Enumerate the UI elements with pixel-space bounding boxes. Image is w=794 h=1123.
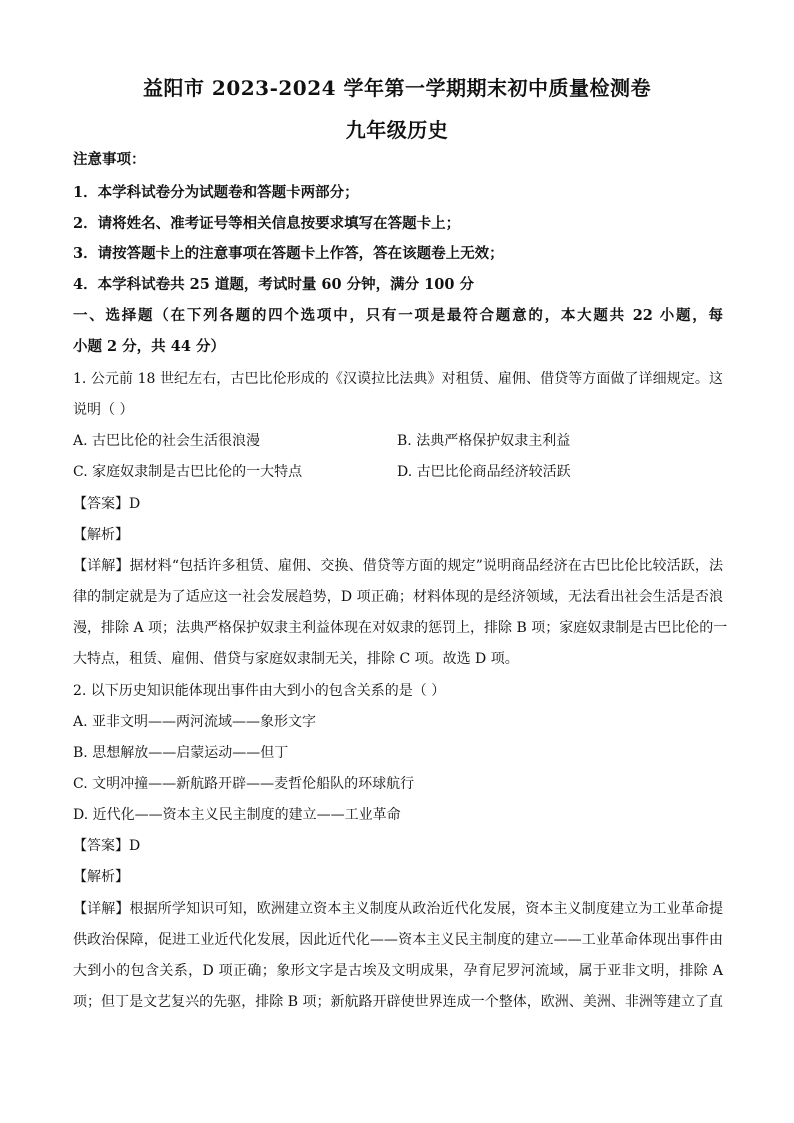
q2-stem: 2. 以下历史知识能体现出事件由大到小的包含关系的是（ ） — [73, 683, 446, 699]
q1-detail-line3: 漫，排除 A 项；法典严格保护奴隶主利益体现在对奴隶的惩罚上，排除 B 项；家庭奴隶制是古巴比伦的一 — [73, 620, 728, 636]
q2-option-c: C. 文明冲撞——新航路开辟——麦哲伦船队的环球航行 — [73, 776, 415, 792]
notice-item-1: 1．本学科试卷分为试题卷和答题卡两部分； — [73, 184, 359, 201]
q1-detail-line1: 【详解】据材料“包括许多租赁、雇佣、交换、借贷等方面的规定”说明商品经济在古巴比伦比较活跃，法 — [73, 558, 723, 574]
q1-stem-line2: 说明（ ） — [73, 402, 134, 418]
exam-title: 益阳市 2023-2024 学年第一学期期末初中质量检测卷 — [142, 76, 652, 100]
q2-detail-line3: 大到小的包含关系，D 项正确；象形文字是古埃及文明成果，孕育尼罗河流域，属于亚非文明，排除 A — [73, 963, 723, 979]
q2-detail-line4: 项；但丁是文艺复兴的先驱，排除 B 项；新航路开辟使世界连成一个整体，欧洲、美洲、非洲等建立了直 — [73, 994, 723, 1010]
q1-option-d: D. 古巴比伦商品经济较活跃 — [397, 464, 571, 480]
notice-heading: 注意事项： — [73, 151, 146, 168]
q2-analysis-label: 【解析】 — [73, 869, 129, 885]
q2-answer: 【答案】D — [73, 838, 141, 854]
q2-option-a: A. 亚非文明——两河流域——象形文字 — [73, 714, 317, 730]
q1-answer: 【答案】D — [73, 496, 141, 512]
notice-item-2: 2．请将姓名、准考证号等相关信息按要求填写在答题卡上； — [73, 215, 461, 232]
q1-analysis-label: 【解析】 — [73, 527, 129, 543]
q1-option-b: B. 法典严格保护奴隶主利益 — [397, 433, 571, 449]
section-heading-line2: 小题 2 分，共 44 分） — [73, 338, 225, 355]
notice-item-4: 4．本学科试卷共 25 道题，考试时量 60 分钟，满分 100 分 — [73, 276, 474, 293]
q2-option-d: D. 近代化——资本主义民主制度的建立——工业革命 — [73, 807, 401, 823]
q1-option-c: C. 家庭奴隶制是古巴比伦的一大特点 — [73, 464, 303, 480]
q2-detail-line1: 【详解】根据所学知识可知，欧洲建立资本主义制度从政治近代化发展，资本主义制度建立为工业革命提 — [73, 901, 723, 917]
q2-option-b: B. 思想解放——启蒙运动——但丁 — [73, 745, 289, 761]
q1-detail-line2: 律的制定就是为了适应这一社会发展趋势，D 项正确；材料体现的是经济领域，无法看出社会生活是否浪 — [73, 589, 723, 605]
section-heading-line1: 一、选择题（在下列各题的四个选项中，只有一项是最符合题意的，本大题共 22 小题，每 — [73, 307, 723, 324]
notice-item-3: 3．请按答题卡上的注意事项在答题卡上作答，答在该题卷上无效； — [73, 245, 504, 262]
q1-detail-line4: 大特点，租赁、雇佣、借贷与家庭奴隶制无关，排除 C 项。故选 D 项。 — [73, 651, 519, 667]
q2-detail-line2: 供政治保障，促进工业近代化发展，因此近代化——资本主义民主制度的建立——工业革命体现出事件由 — [73, 932, 723, 948]
q1-stem-line1: 1. 公元前 18 世纪左右，古巴比伦形成的《汉谟拉比法典》对租赁、雇佣、借贷等方面做了详细规定。这 — [73, 371, 723, 387]
exam-subtitle: 九年级历史 — [345, 118, 449, 142]
q1-option-a: A. 古巴比伦的社会生活很浪漫 — [73, 433, 261, 449]
